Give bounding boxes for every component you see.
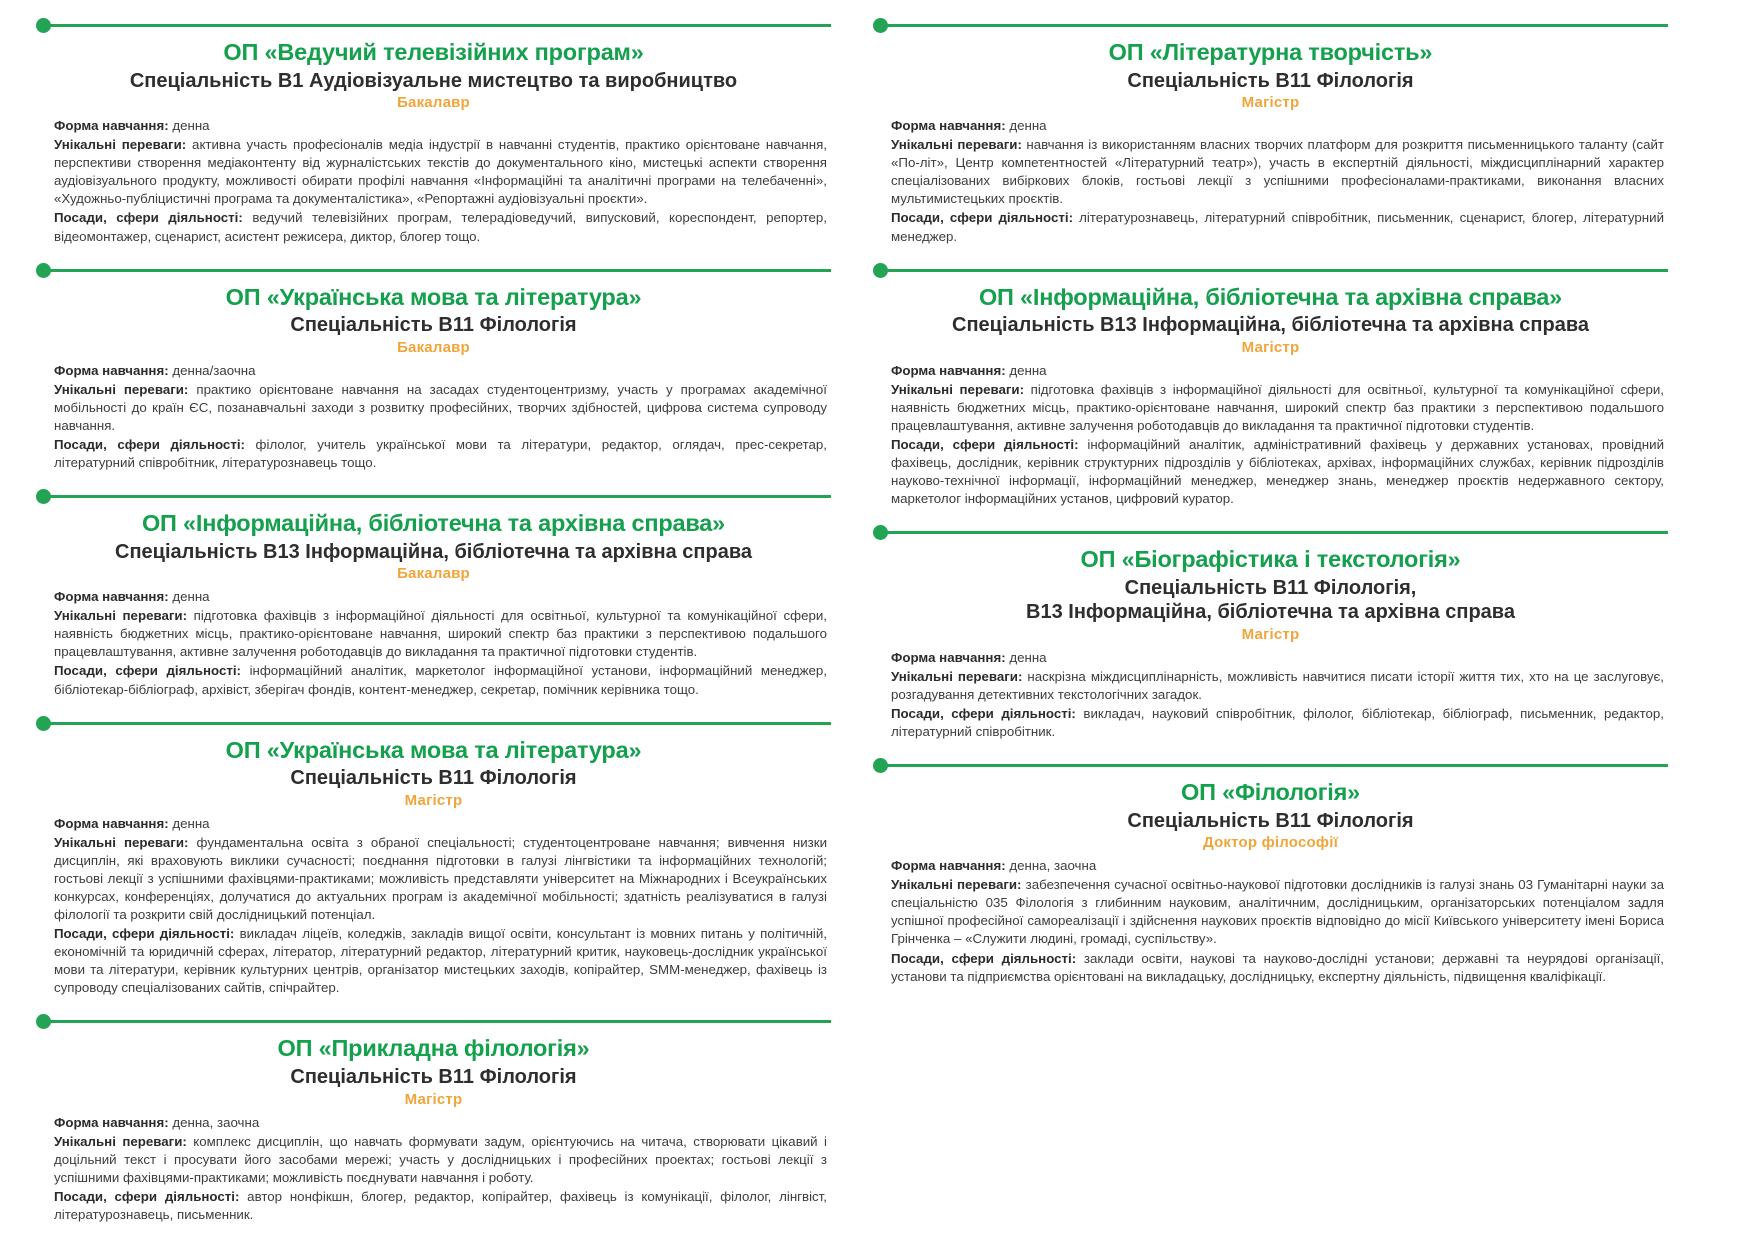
divider-dot-icon bbox=[36, 716, 51, 731]
career-positions-value: викладач, науковий співробітник, філолог, бібліотекар, бібліограф, письменник, редактор, літературний співробітник. bbox=[891, 705, 1664, 740]
section-divider bbox=[36, 716, 831, 730]
specialty-line: Спеціальність В13 Інформаційна, бібліотечна та архівна справа bbox=[952, 314, 1589, 337]
specialty-line: В13 Інформаційна, бібліотечна та архівна справа bbox=[1026, 601, 1515, 624]
unique-advantages-value: наскрізна міждисциплінарність, можливість навчитися писати історії життя тих, хто на це заслуговує, розгадування детективних текстологічних загадок. bbox=[891, 668, 1664, 702]
study-form-label: Форма навчання: bbox=[54, 1114, 169, 1130]
divider-dot-icon bbox=[36, 1014, 51, 1029]
study-form-label: Форма навчання: bbox=[891, 362, 1006, 378]
program-card bbox=[36, 1004, 831, 1225]
unique-advantages bbox=[891, 136, 1664, 208]
divider-line bbox=[50, 24, 831, 27]
section-divider bbox=[36, 489, 831, 503]
career-positions bbox=[891, 705, 1664, 741]
divider-line bbox=[50, 722, 831, 725]
program-level: Бакалавр bbox=[397, 94, 470, 112]
career-positions bbox=[891, 436, 1664, 508]
study-form-label: Форма навчання: bbox=[54, 589, 169, 605]
study-form-value: денна bbox=[172, 589, 210, 605]
program-card bbox=[36, 479, 831, 700]
study-form-value: денна bbox=[172, 815, 210, 831]
program-card bbox=[36, 706, 831, 999]
divider-dot-icon bbox=[36, 489, 51, 504]
career-positions bbox=[54, 209, 827, 245]
program-card bbox=[873, 515, 1668, 742]
program-level: Бакалавр bbox=[397, 338, 470, 356]
program-body bbox=[36, 362, 831, 472]
program-card bbox=[873, 18, 1668, 247]
divider-dot-icon bbox=[36, 18, 51, 33]
study-form bbox=[891, 117, 1664, 135]
study-form-value: денна, заочна bbox=[1009, 858, 1097, 874]
career-positions-label: Посади, сфери діяльності: bbox=[54, 926, 235, 942]
divider-dot-icon bbox=[873, 18, 888, 33]
divider-line bbox=[50, 269, 831, 272]
section-divider bbox=[873, 758, 1668, 772]
program-title: ОП «Біографістика і текстологія» bbox=[1080, 546, 1461, 573]
program-level: Магістр bbox=[1241, 625, 1300, 643]
specialty-line: Спеціальність В11 Філологія bbox=[290, 1066, 577, 1089]
specialty-line: Спеціальність В11 Філологія bbox=[1127, 69, 1414, 92]
program-specialty bbox=[873, 313, 1668, 337]
unique-advantages-label: Унікальні переваги: bbox=[891, 137, 1022, 153]
study-form-label: Форма навчання: bbox=[54, 815, 169, 831]
unique-advantages bbox=[54, 136, 827, 208]
study-form bbox=[54, 362, 827, 380]
program-level: Магістр bbox=[1241, 94, 1300, 112]
section-divider bbox=[36, 1014, 831, 1028]
specialty-line: Спеціальність В11 Філологія bbox=[290, 767, 577, 790]
career-positions-value: інформаційний аналітик, маркетолог інформаційної установи, інформаційний менеджер, бібліотекар-бібліограф, архівіст, зберігач фондів, контент-менеджер, секретар, помічник керівника тощо. bbox=[54, 663, 827, 697]
unique-advantages-label: Унікальні переваги: bbox=[54, 381, 189, 397]
study-form-value: денна/заочна bbox=[172, 362, 256, 378]
study-form-value: денна bbox=[172, 118, 210, 134]
study-form bbox=[54, 588, 827, 606]
divider-line bbox=[887, 764, 1668, 767]
divider-dot-icon bbox=[873, 263, 888, 278]
career-positions-label: Посади, сфери діяльності: bbox=[54, 1188, 240, 1204]
study-form bbox=[54, 815, 827, 833]
program-body bbox=[36, 588, 831, 698]
study-form-label: Форма навчання: bbox=[54, 362, 169, 378]
study-form bbox=[891, 362, 1664, 380]
program-card bbox=[873, 253, 1668, 510]
unique-advantages-label: Унікальні переваги: bbox=[54, 137, 187, 153]
program-body bbox=[36, 1114, 831, 1224]
section-divider bbox=[873, 18, 1668, 32]
unique-advantages-value: практико орієнтоване навчання на засадах студентоцентризму, участь у програмах академічної мобільності до країн ЄС, позанавчальні заходи з розвитку професійних, творчих здібностей, цифрова система супроводу навчання. bbox=[54, 381, 827, 433]
career-positions-value: літературознавець, літературний співробітник, письменник, сценарист, блогер, літературний менеджер. bbox=[891, 210, 1664, 244]
program-title: ОП «Літературна творчість» bbox=[1108, 39, 1433, 65]
unique-advantages-label: Унікальні переваги: bbox=[891, 668, 1023, 684]
program-title: ОП «Українська мова та література» bbox=[225, 736, 642, 763]
career-positions-value: філолог, учитель української мови та літератури, редактор, оглядач, прес-секретар, літературний співробітник, літературознавець тощо. bbox=[54, 436, 828, 471]
study-form bbox=[891, 857, 1664, 875]
program-level: Доктор філософії bbox=[1203, 834, 1338, 852]
program-specialty bbox=[36, 766, 831, 790]
program-title: ОП «Філологія» bbox=[1180, 779, 1360, 806]
career-positions-label: Посади, сфери діяльності: bbox=[54, 436, 245, 452]
divider-line bbox=[887, 24, 1668, 27]
program-body bbox=[36, 815, 831, 998]
study-form bbox=[54, 117, 827, 135]
program-level: Магістр bbox=[404, 1090, 463, 1108]
program-title: ОП «Прикладна філологія» bbox=[277, 1035, 590, 1062]
program-title: ОП «Ведучий телевізійних програм» bbox=[223, 39, 644, 65]
unique-advantages-value: підготовка фахівців з інформаційної діяльності для освітньої, культурної та комунікаційної сфери, наявність бюджетних місць, практико-орієнтоване навчання, широкий спектр баз практики з перспективою подальшого працевлаштування, активне залучення роботодавців до викладання та практичної підготовки студентів. bbox=[54, 608, 827, 660]
section-divider bbox=[36, 18, 831, 32]
study-form bbox=[54, 1114, 827, 1132]
right-column bbox=[873, 18, 1668, 993]
unique-advantages-value: навчання із використанням власних творчих платформ для розкриття письменницького таланту (сайт «По-літ», Центр компетентностей «Літературний театр»), участь в експертній діяльності, міждисциплінарний характер спеціалізованих вибіркових блоків, гостьові лекції з успішними професіоналами-практиками, виконання власних мультимистецьких проєктів. bbox=[891, 137, 1664, 207]
program-body bbox=[36, 117, 831, 246]
divider-dot-icon bbox=[36, 263, 51, 278]
career-positions bbox=[891, 209, 1664, 245]
study-form-label: Форма навчання: bbox=[891, 118, 1006, 134]
career-positions bbox=[54, 925, 827, 997]
study-form-label: Форма навчання: bbox=[891, 858, 1006, 874]
career-positions-label: Посади, сфери діяльності: bbox=[891, 210, 1073, 226]
unique-advantages-value: комплекс дисциплін, що навчать формувати задум, орієнтуючись на читача, створювати цікавий і доцільний текст і просувати його засобами мережі; участь у дослідницьких і професійних проектах; гостьові лекції з успішними фахівцями-практиками; можливість поєднувати навчання і роботу. bbox=[54, 1133, 827, 1185]
unique-advantages bbox=[891, 668, 1664, 704]
career-positions-label: Посади, сфери діяльності: bbox=[891, 950, 1077, 966]
program-level: Бакалавр bbox=[397, 565, 470, 583]
unique-advantages-label: Унікальні переваги: bbox=[54, 608, 187, 624]
program-specialty bbox=[36, 69, 831, 93]
career-positions-value: заклади освіти, наукові та науково-дослідні установи; державні та неурядові організації, установи та підприємства орієнтовані на викладацьку, дослідницьку, експертну діяльність, підвищення кваліфікації. bbox=[891, 950, 1664, 984]
program-body bbox=[873, 857, 1668, 986]
career-positions-value: ведучий телевізійних програм, телерадіоведучий, випусковий, кореспондент, репортер, відеомонтажер, сценарист, асистент режисера, диктор, блогер тощо. bbox=[54, 210, 827, 244]
study-form-value: денна, заочна bbox=[172, 1114, 260, 1130]
divider-line bbox=[887, 269, 1668, 272]
program-card bbox=[873, 748, 1668, 987]
career-positions-value: викладач ліцеїв, коледжів, закладів вищої освіти, консультант із мовних питань у політичній, економічній та юридичній сферах, літератор, літературний редактор, літературний критик, науковець-дослідник української мови та літератури, керівник культурних центрів, організатор мистецьких заходів, копірайтер, SMM-менеджер, фахівець із супроводу спеціалізованих сайтів, спічрайтер. bbox=[54, 926, 827, 996]
specialty-line: Спеціальність В11 Філологія bbox=[290, 314, 577, 337]
career-positions-value: автор нонфікшн, блогер, редактор, копірайтер, фахівець із комунікації, філолог, лінгвіст, літературознавець, письменник. bbox=[54, 1188, 827, 1222]
divider-line bbox=[887, 531, 1668, 534]
left-column bbox=[36, 18, 831, 1231]
unique-advantages-label: Унікальні переваги: bbox=[54, 1133, 187, 1149]
career-positions bbox=[54, 662, 827, 698]
program-title: ОП «Українська мова та література» bbox=[225, 283, 642, 310]
divider-line bbox=[50, 495, 831, 498]
study-form-value: денна bbox=[1009, 649, 1047, 665]
study-form-label: Форма навчання: bbox=[54, 118, 169, 134]
program-title: ОП «Інформаційна, бібліотечна та архівна справа» bbox=[141, 510, 726, 537]
program-level: Магістр bbox=[1241, 338, 1300, 356]
program-specialty bbox=[873, 576, 1668, 625]
unique-advantages bbox=[54, 1133, 827, 1187]
career-positions-label: Посади, сфери діяльності: bbox=[891, 436, 1079, 452]
program-body bbox=[873, 117, 1668, 246]
unique-advantages bbox=[54, 381, 827, 435]
program-card bbox=[36, 18, 831, 247]
unique-advantages bbox=[54, 607, 827, 661]
program-specialty bbox=[873, 69, 1668, 93]
specialty-line: Спеціальність В1 Аудіовізуальне мистецтво та виробництво bbox=[129, 69, 738, 92]
program-card bbox=[36, 253, 831, 474]
study-form-value: денна bbox=[1009, 362, 1047, 378]
section-divider bbox=[873, 263, 1668, 277]
specialty-line: Спеціальність В11 Філологія bbox=[1127, 809, 1414, 832]
unique-advantages bbox=[54, 834, 827, 924]
career-positions bbox=[891, 950, 1664, 986]
unique-advantages-value: забезпечення сучасної освітньо-наукової підготовки дослідників із галузі знань 03 Гуманітарні науки за спеціальністю 035 Філологія з глибинним науковим, аналітичним, дослідницьким, організаторських потенціалом задля успішної професійної самореалізації і здійснення наукових проєктів відповідно до місії Київського університету імені Бориса Грінченка – «Служити людині, громаді, суспільству». bbox=[891, 877, 1665, 947]
career-positions bbox=[54, 436, 827, 472]
program-specialty bbox=[36, 313, 831, 337]
unique-advantages-label: Унікальні переваги: bbox=[891, 877, 1022, 893]
unique-advantages-value: підготовка фахівців з інформаційної діяльності для освітньої, культурної та комунікаційної сфери, наявність бюджетних місць, практико-орієнтоване навчання, широкий спектр баз практики з перспективою подальшого працевлаштування, активне залучення роботодавців до викладання та практичної підготовки студентів. bbox=[891, 381, 1664, 433]
program-body bbox=[873, 649, 1668, 741]
divider-dot-icon bbox=[873, 758, 888, 773]
career-positions-label: Посади, сфери діяльності: bbox=[54, 210, 243, 226]
career-positions-value: інформаційний аналітик, адміністративний фахівець у державних установах, провідний фахівець, дослідник, керівник структурних підрозділів у бібліотеках, архівах, інформаційних службах, керівник підрозділів науково-технічної інформації, інформаційний менеджер, менеджер знань, менеджер проєктів недержавного сектору, маркетолог інформаційних установ, цифровий куратор. bbox=[891, 436, 1664, 507]
section-divider bbox=[873, 525, 1668, 539]
unique-advantages bbox=[891, 381, 1664, 435]
program-body bbox=[873, 362, 1668, 509]
unique-advantages-label: Унікальні переваги: bbox=[891, 381, 1024, 397]
program-specialty bbox=[36, 540, 831, 564]
unique-advantages-value: фундаментальна освіта з обраної спеціальності; студентоцентроване навчання; вивчення низки дисциплін, які враховують виклики сучасності; поєднання підготовки в галузі лінгвістики та інформаційних технологій; гостьові лекції з успішними фахівцями-практиками; можливість представляти університет на Міжнародних і Всеукраїнських конкурсах, конференціях, долучатися до актуальних програм із академічної мобільності; здатність реалізуватися в галузі філології та розкрити свій дослідницький потенціал. bbox=[54, 834, 827, 923]
program-title: ОП «Інформаційна, бібліотечна та архівна справа» bbox=[978, 283, 1563, 310]
section-divider bbox=[36, 263, 831, 277]
study-form-value: денна bbox=[1009, 118, 1047, 134]
career-positions-label: Посади, сфери діяльності: bbox=[54, 663, 241, 679]
divider-line bbox=[50, 1020, 831, 1023]
unique-advantages-value: активна участь професіоналів медіа індустрії в навчанні студентів, практико орієнтоване навчання, перспективи створення медіаконтенту від журналістських текстів до документального кіно, мистецькі аспекти створення аудіовізуального продукту, можливості обирати профілі навчання «Інформаційні та аналітичні програми на телебаченні», «Художньо-публіцистичні програма та документалістика», «Репортажні аудіовізуальні проєкти». bbox=[54, 137, 828, 207]
program-specialty bbox=[36, 1065, 831, 1089]
career-positions-label: Посади, сфери діяльності: bbox=[891, 705, 1076, 721]
study-form-label: Форма навчання: bbox=[891, 649, 1006, 665]
program-specialty bbox=[873, 809, 1668, 833]
divider-dot-icon bbox=[873, 525, 888, 540]
career-positions bbox=[54, 1188, 827, 1224]
specialty-line: Спеціальність В13 Інформаційна, бібліотечна та архівна справа bbox=[115, 540, 752, 563]
specialty-line: Спеціальність В11 Філологія, bbox=[1124, 576, 1417, 599]
program-level: Магістр bbox=[404, 791, 463, 809]
unique-advantages-label: Унікальні переваги: bbox=[54, 834, 189, 850]
unique-advantages bbox=[891, 876, 1664, 948]
study-form bbox=[891, 649, 1664, 667]
